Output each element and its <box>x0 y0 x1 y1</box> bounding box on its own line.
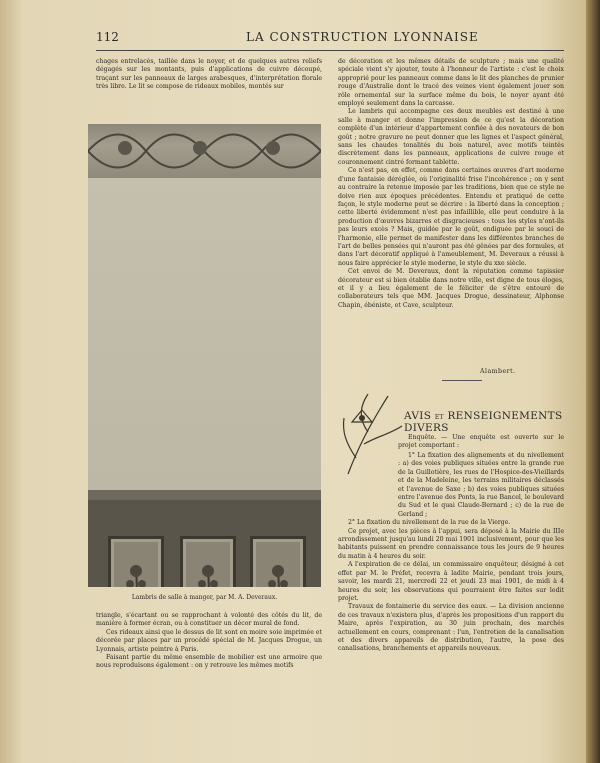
decorative-frieze <box>88 124 321 178</box>
wainscot-photo <box>88 124 321 587</box>
carved-panel <box>250 536 306 587</box>
left-column-bottom <box>96 612 322 671</box>
left-column-top <box>96 58 322 92</box>
paragraph: chages entrelacés, taillée dans le noyer, et de quelques autres reliefs dégagés sur les montants, puis d'applications de cuivre découpé, traçant sur les panneaux de larges arabesques, d'interprétation florale très libre. Le lit se compose de rideaux mobiles, montés sur <box>96 58 322 91</box>
avis-intro <box>398 434 564 451</box>
book-binding-edge <box>586 0 600 763</box>
plain-wall <box>88 178 321 490</box>
avis-body <box>338 452 564 654</box>
avis-title-et: ET <box>434 414 444 421</box>
running-header <box>96 30 566 48</box>
paragraph: Faisant partie du même ensemble de mobilier est une armoire que nous reproduisons également : on y retrouve les mêmes motifs <box>96 654 322 670</box>
author-signature: Alambert. <box>480 368 516 375</box>
right-column-top <box>338 58 564 310</box>
paragraph: Travaux de fontainerie du service des eaux. — La division ancienne de ces travaux n'existera plus, d'après les propositions d'un rapport du Maire, après l'expiration, au 30 juin prochain, des marchés actuellement en cours, comprenant : l'un, l'entretien de la canalisation et des divers appareils de distribution, l'autre, la pose des canalisations, branchements et appareils nouveaux. <box>338 603 564 653</box>
paragraph: Enquête. — Une enquête est ouverte sur le projet comportant : <box>398 434 564 450</box>
floral-carving-icon <box>183 539 233 587</box>
paragraph: 2° La fixation du nivellement de la rue de la Vierge. <box>348 519 511 527</box>
avis-title-words: RENSEIGNEMENTS DIVERS <box>404 410 563 434</box>
header-rule <box>96 50 564 51</box>
frieze-ornament-icon <box>88 124 321 178</box>
floral-carving-icon <box>111 539 161 587</box>
photo-caption: Lambris de salle à manger, par M. A. Deveraux. <box>131 594 278 601</box>
paragraph: A l'expiration de ce délai, un commissaire enquêteur, désigné à cet effet par M. le Préfet, recevra à ladite Mairie, pendant trois jours, savoir, les mardi 21, mercredi 22 et jeudi 23 mai 1901, de midi à 4 heures du soir, les observations qui pourraient être faites sur ledit projet. <box>338 561 564 602</box>
paragraph: 1° La fixation des alignements et du nivellement : a) des voies publiques situées entre la grande rue de la Guillotière, les rues de l'Hospice-des-Vieillards et de la Madeleine, les terrains militaires déclassés et l'avenue de Saxe ; b) des voies publiques situées entre l'avenue des Ponts, la rue Bancel, le boulevard du Sud et le quai Claude-Bernard ; c) de la rue de Gerland ; <box>398 452 564 518</box>
carved-panel <box>180 536 236 587</box>
avis-title <box>404 410 586 434</box>
panel-cornice <box>88 490 321 500</box>
paragraph: Ce n'est pas, en effet, comme dans certaines œuvres d'art moderne d'une fantaisie déréglée, où l'originalité frise l'incohérence ; on y sent au contraire la retenue imposée par les traditions, bien que ce style ne doive rien aux époques précédentes. Entendu et pratiqué de cette façon, le style moderne peut se décrire : la liberté dans la conception ; cette liberté évidemment n'est pas infaillible, elle peut conduire à la production d'œuvres bizarres et disgracieuses : tous les styles n'ont-ils pas leurs excès ? Mais, guidée par le goût, endiguée par le souci de l'harmonie, elle permet de manifester dans les différentes branches de l'art de belles pensées qui n'auront pas été gênées par des formules, et dans l'art décoratif appliqué à l'ameublement, M. Deveraux a réussi à nous faire apprécier le style moderne, le style du xxe siècle. <box>338 167 564 267</box>
paragraph: de décoration et les mêmes détails de sculpture ; mais une qualité spéciale vient s'y ajouter, toute à l'honneur de l'artiste : c'est le choix approprié pour les panneaux comme dans le lit des planches de prunier rouge d'Australie dont le tracé des veines vient également jouer son rôle ornemental sur la surface même du bois, le noyer ayant été employé seulement dans la carcasse. <box>338 58 564 108</box>
avis-title-word: AVIS <box>404 410 432 422</box>
section-divider <box>442 380 482 381</box>
journal-title: LA CONSTRUCTION LYONNAISE <box>246 30 479 44</box>
paragraph: Le lambris qui accompagne ces deux meubles est destiné à une salle à manger et donne l'impression de ce qu'est la décoration complète d'un intérieur d'appartement confiée à des novateurs de bon goût ; notre gravure ne peut donner que les lignes et l'aspect général, sans les chaudes tonalités du bois naturel, avec motifs teintés discrètement dans les panneaux, applications de cuivre rouge et couronnement cintré formant tablette. <box>338 108 564 166</box>
floral-carving-icon <box>253 539 303 587</box>
page-number: 112 <box>96 30 119 44</box>
paragraph: triangle, s'écartant ou se rapprochant à volonté des côtés du lit, de manière à former écran, ou à constituer un décor mural de fond. <box>96 612 322 628</box>
carved-panel <box>108 536 164 587</box>
paragraph: Ce projet, avec les pièces à l'appui, sera déposé à la Mairie du IIIe arrondissement jusqu'au lundi 20 mai 1901 inclusivement, pour que les habitants puissent en prendre connaissance tous les jours de 9 heures du matin à 4 heures du soir. <box>338 527 564 560</box>
paragraph: Ces rideaux ainsi que le dessus de lit sont en moire soie imprimée et décorée par places par un procédé spécial de M. Jacques Drogue, un Lyonnais, artiste peintre à Paris. <box>96 628 322 653</box>
wainscot-panels <box>88 500 321 587</box>
paragraph: Cet envoi de M. Deveraux, dont la réputation comme tapissier décorateur est si bien établie dans notre ville, est digne de tous éloges, et il y a lieu également de le féliciter de s'être entouré de collaborateurs tels que MM. Jacques Drogue, dessinateur, Alphonse Chapin, ébéniste, et Cave, sculpteur. <box>338 268 564 309</box>
